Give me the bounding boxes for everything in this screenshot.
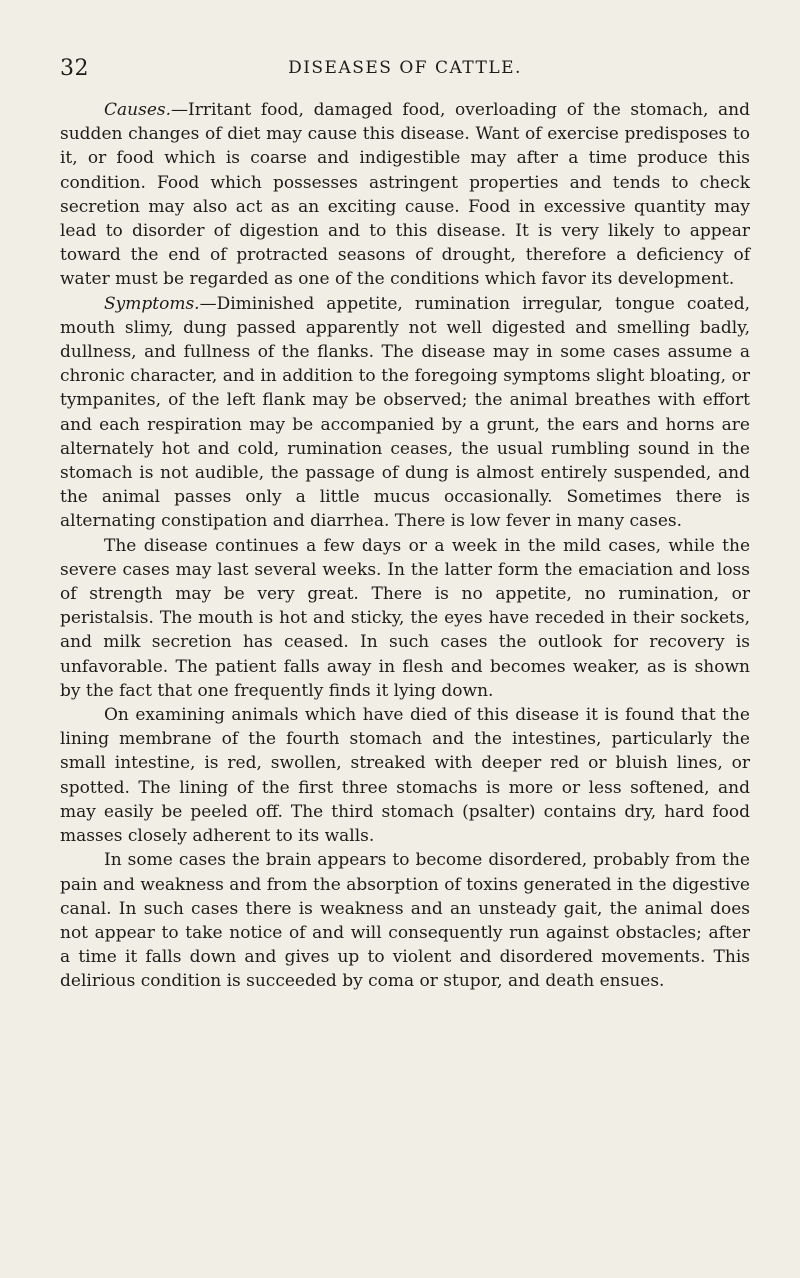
- causes-text: —Irritant food, damaged food, overloading of the stomach, and sudden changes of diet may cause this disease. Want of exercise predisposes to it, or food which is coarse and indigestible may after a time produce this condition. Food which possesses astringent properties and tends to check secretion may also act as an exciting cause. Food in excessive quantity may lead to disorder of digestion and to this disease. It is very likely to appear toward the end of protracted seasons of drought, therefore a deficiency of water must be regarded as one of the conditions which favor its development.: [60, 100, 750, 290]
- paragraph-causes: [60, 98, 750, 292]
- symptoms-text: —Diminished appetite, rumination irregular, tongue coated, mouth slimy, dung passed apparently not well digested and smelling badly, dullness, and fullness of the flanks. The disease may in some cases assume a chronic character, and in addition to the foregoing symptoms slight bloating, or tympanites, of the left flank may be observed; the animal breathes with effort and each respiration may be accompanied by a grunt, the ears and horns are alternately hot and cold, rumination ceases, the usual rumbling sound in the stomach is not audible, the passage of dung is almost entirely suspended, and the animal passes only a little mucus occasionally. Sometimes there is alternating constipation and diarrhea. There is low fever in many cases.: [60, 293, 750, 532]
- paragraph-duration: [60, 534, 750, 703]
- duration-text: The disease continues a few days or a week in the mild cases, while the severe cases may last several weeks. In the latter form the emaciation and loss of strength may be very great. There is no appetite, no rumination, or peristalsis. The mouth is hot and sticky, the eyes have receded in their sockets, and milk secretion has ceased. In such cases the outlook for recovery is unfavorable. The patient falls away in flesh and becomes weaker, as is shown by the fact that one frequently finds it lying down.: [60, 535, 750, 701]
- brain-text: In some cases the brain appears to become disordered, probably from the pain and weakness and from the absorption of toxins generated in the digestive canal. In such cases there is weakness and an unsteady gait, the animal does not appear to take notice of and will consequently run against obstacles; after a time it falls down and gives up to violent and disordered movements. This delirious condition is succeeded by coma or stupor, and death ensues.: [60, 850, 750, 992]
- body-text: [60, 98, 750, 994]
- paragraph-post-mortem: [60, 703, 750, 848]
- paragraph-symptoms: [60, 292, 750, 534]
- paragraph-brain: [60, 848, 750, 993]
- page-header: [60, 56, 750, 90]
- page-number: 32: [60, 56, 89, 81]
- post-mortem-text: On examining animals which have died of this disease it is found that the lining membrane of the fourth stomach and the intestines, particularly the small intestine, is red, swollen, streaked with deeper red or bluish lines, or spotted. The lining of the first three stomachs is more or less softened, and may easily be peeled off. The third stomach (psalter) contains dry, hard food masses closely adherent to its walls.: [60, 705, 750, 847]
- running-head: DISEASES OF CATTLE.: [288, 58, 522, 78]
- symptoms-heading: Symptoms.: [104, 293, 200, 314]
- causes-heading: Causes.: [104, 100, 172, 120]
